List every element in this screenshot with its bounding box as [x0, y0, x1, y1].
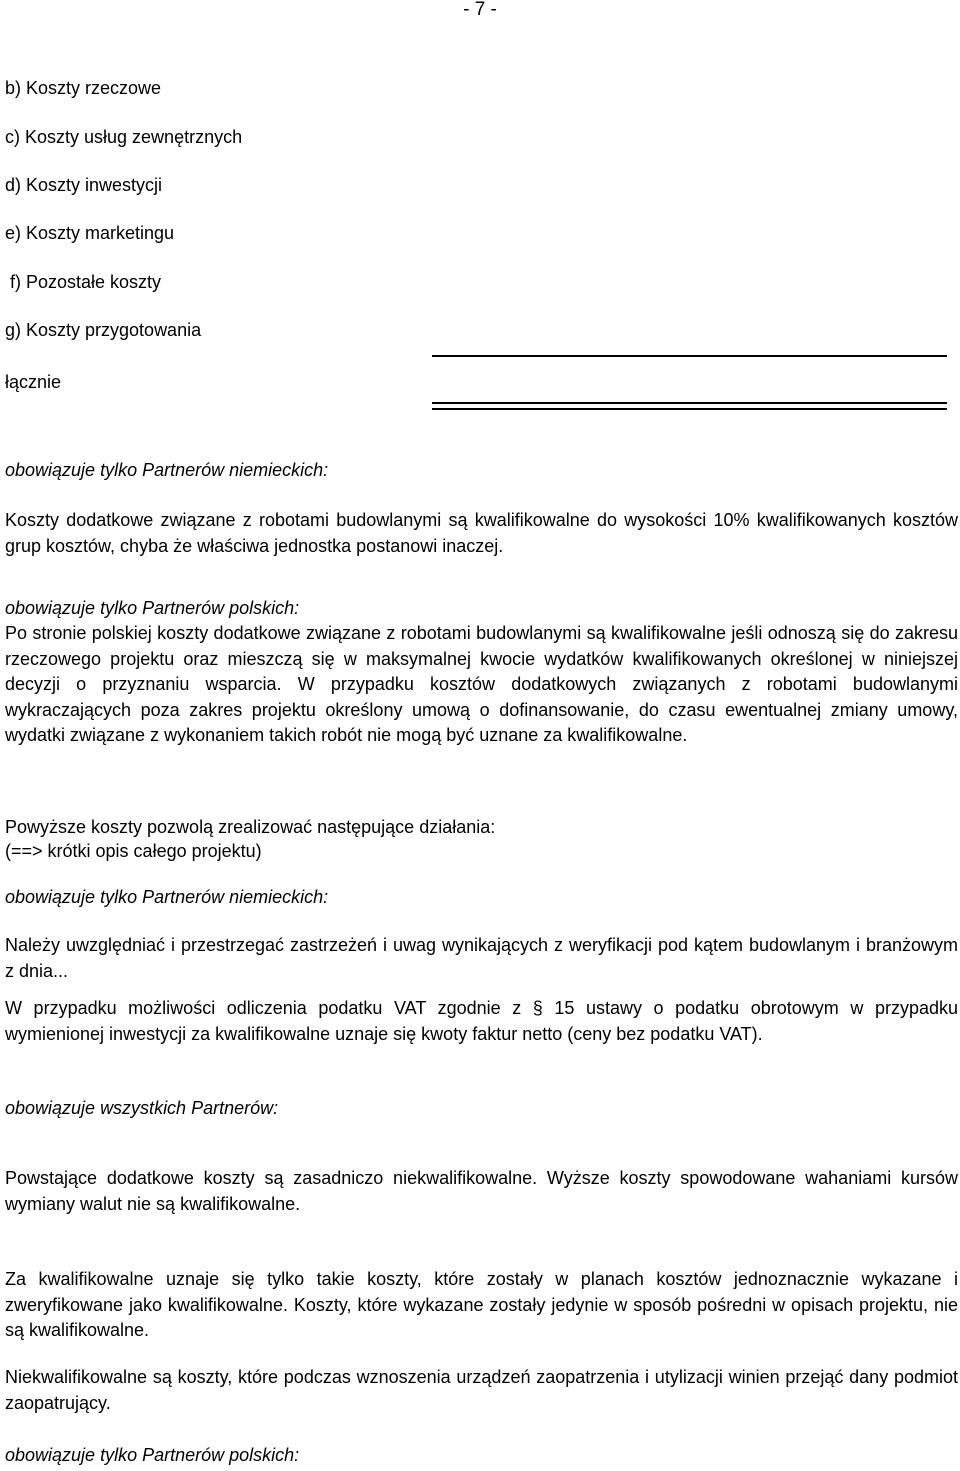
section-text-de-2a: Należy uwzględniać i przestrzegać zastrzeżeń i uwag wynikających z weryfikacji pod kątem budowlanym i branżowym z dnia...: [5, 935, 958, 981]
actions-intro: Powyższe koszty pozwolą zrealizować następujące działania:: [5, 817, 496, 837]
section-heading-pl-1: obowiązuje tylko Partnerów polskich:: [5, 598, 300, 618]
section-heading-de-1: obowiązuje tylko Partnerów niemieckich:: [5, 460, 329, 480]
cost-item-g: g) Koszty przygotowania: [5, 320, 202, 340]
subtotal-rule: [432, 355, 947, 357]
section-text-de-2b: W przypadku możliwości odliczenia podatku VAT zgodnie z § 15 ustawy o podatku obrotowym w przypadku wymienionej inwestycji za kwalifikowalne uznaje się kwoty faktur netto (ceny bez podatku VAT).: [5, 998, 958, 1044]
section-text-pl-1: Po stronie polskiej koszty dodatkowe związane z robotami budowlanymi są kwalifikowalne jeśli odnoszą się do zakresu rzeczowego projektu oraz mieszczą się w maksymalnej kwocie wydatków kwalifikowanych określonej w niniejszej decyzji o przyznaniu wsparcia. W przypadku kosztów dodatkowych związanych z robotami budowlanymi wykraczających poza zakres projektu określony umową o dofinansowanie, do czasu ewentualnej zmiany umowy, wydatki związane z wykonaniem takich robót nie mogą być uznane za kwalifikowalne.: [5, 623, 958, 745]
cost-item-e: e) Koszty marketingu: [5, 223, 175, 243]
page-number: - 7 -: [463, 0, 497, 20]
cost-item-f: f) Pozostałe koszty: [5, 272, 162, 292]
project-description-placeholder: (==> krótki opis całego projektu): [5, 841, 262, 861]
cost-item-c: c) Koszty usług zewnętrznych: [5, 127, 243, 147]
cost-item-b: b) Koszty rzeczowe: [5, 78, 162, 98]
section-text-all-1: Powstające dodatkowe koszty są zasadniczo niekwalifikowalne. Wyższe koszty spowodowane wahaniami kursów wymiany walut nie są kwalifikowalne.: [5, 1168, 958, 1214]
total-double-rule-bottom: [432, 408, 947, 410]
section-heading-de-2: obowiązuje tylko Partnerów niemieckich:: [5, 887, 329, 907]
total-label: łącznie: [5, 372, 62, 392]
section-text-all-2: Za kwalifikowalne uznaje się tylko takie koszty, które zostały w planach kosztów jednoznacznie wykazane i zweryfikowane jako kwalifikowalne. Koszty, które wykazane zostały jedynie w sposób pośredni w opisach projektu, nie są kwalifikowalne.: [5, 1269, 958, 1340]
section-text-all-3: Niekwalifikowalne są koszty, które podczas wznoszenia urządzeń zaopatrzenia i utylizacji winien przejąć dany podmiot zaopatrujący.: [5, 1367, 958, 1413]
total-double-rule-top: [432, 402, 947, 404]
section-heading-pl-2: obowiązuje tylko Partnerów polskich:: [5, 1445, 300, 1465]
cost-item-d: d) Koszty inwestycji: [5, 175, 163, 195]
section-heading-all: obowiązuje wszystkich Partnerów:: [5, 1098, 279, 1118]
section-text-de-1: Koszty dodatkowe związane z robotami budowlanymi są kwalifikowalne do wysokości 10% kwalifikowanych kosztów grup kosztów, chyba że właściwa jednostka postanowi inaczej.: [5, 510, 958, 556]
